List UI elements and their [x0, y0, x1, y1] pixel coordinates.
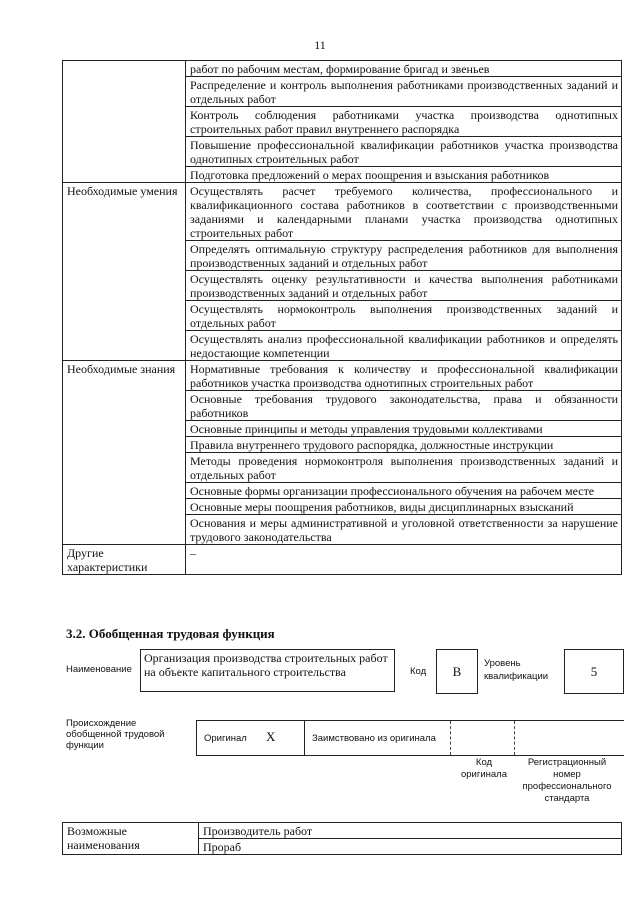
requirement-item: Определять оптимальную структуру распределения работников для выполнения производственных заданий и отдельных работ — [186, 241, 622, 271]
original-label: Оригинал — [204, 733, 247, 744]
code-label: Код — [410, 666, 427, 677]
origin-divider-dashed — [450, 721, 451, 755]
requirement-item: Осуществлять расчет требуемого количества, профессионального и квалификационного состава работников в соответствии с производственными заданиями и календарными планами участка производства однотипных строительных работ — [186, 183, 622, 241]
requirement-item: Осуществлять оценку результативности и качества выполнения работниками производственных заданий и отдельных работ — [186, 271, 622, 301]
requirement-item: Правила внутреннего трудового распорядка, должностные инструкции — [186, 437, 622, 453]
requirement-item: Повышение профессиональной квалификации работников участка производства однотипных строительных работ — [186, 137, 622, 167]
origin-divider — [304, 721, 305, 755]
table-row — [63, 61, 622, 77]
possible-name-item: Производитель работ — [199, 823, 622, 839]
requirement-item: Основные принципы и методы управления трудовыми коллективами — [186, 421, 622, 437]
table-row — [63, 545, 622, 575]
origin-row — [196, 720, 624, 756]
requirement-item: Основания и меры административной и уголовной ответственности за нарушение трудового законодательства — [186, 515, 622, 545]
requirement-item: – — [186, 545, 622, 575]
requirement-item: Основные требования трудового законодательства, права и обязанности работников — [186, 391, 622, 421]
code-original-caption: Код оригинала — [460, 757, 507, 780]
qualification-level-box: 5 — [564, 649, 624, 694]
code-value-box: В — [436, 649, 478, 694]
row-label — [63, 61, 186, 183]
section-title: 3.2. Обобщенная трудовая функция — [66, 626, 275, 641]
page-number: 11 — [314, 38, 326, 52]
row-label: Необходимые знания — [63, 361, 186, 545]
requirement-item: Основные меры поощрения работников, виды дисциплинарных взысканий — [186, 499, 622, 515]
table-row — [63, 183, 622, 241]
requirement-item: Нормативные требования к количеству и профессиональной квалификации работников участка производства однотипных строительных работ — [186, 361, 622, 391]
name-label: Наименование — [66, 664, 132, 675]
possible-names-label: Возможные наименования — [63, 823, 199, 855]
borrowed-label: Заимствовано из оригинала — [312, 733, 436, 744]
function-name-box: Организация производства строительных работ на объекте капитального строительства — [140, 649, 395, 692]
row-label: Необходимые умения — [63, 183, 186, 361]
qualification-level-label: Уровень квалификации — [484, 658, 549, 682]
requirement-item: работ по рабочим местам, формирование бригад и звеньев — [186, 61, 622, 77]
requirement-item: Распределение и контроль выполнения работниками производственных заданий и отдельных работ — [186, 77, 622, 107]
requirements-table — [62, 60, 622, 575]
table-row — [63, 361, 622, 391]
origin-label: Происхождение обобщенной трудовой функции — [66, 718, 165, 751]
possible-names-table — [62, 822, 622, 855]
requirement-item: Подготовка предложений о мерах поощрения и взыскания работников — [186, 167, 622, 183]
origin-divider — [196, 721, 197, 755]
requirement-item: Контроль соблюдения работниками участка производства однотипных строительных работ правил внутреннего распорядка — [186, 107, 622, 137]
requirement-item: Осуществлять нормоконтроль выполнения производственных заданий и отдельных работ — [186, 301, 622, 331]
registration-number-caption: Регистрационный номер профессионального стандарта — [522, 757, 612, 804]
origin-divider-dashed — [514, 721, 515, 755]
possible-name-item: Прораб — [199, 839, 622, 855]
original-mark: X — [266, 729, 276, 744]
requirement-item: Основные формы организации профессионального обучения на рабочем месте — [186, 483, 622, 499]
row-label: Другие характеристики — [63, 545, 186, 575]
requirement-item: Осуществлять анализ профессиональной квалификации работников и определять недостающие компетенции — [186, 331, 622, 361]
requirement-item: Методы проведения нормоконтроля выполнения производственных заданий и отдельных работ — [186, 453, 622, 483]
